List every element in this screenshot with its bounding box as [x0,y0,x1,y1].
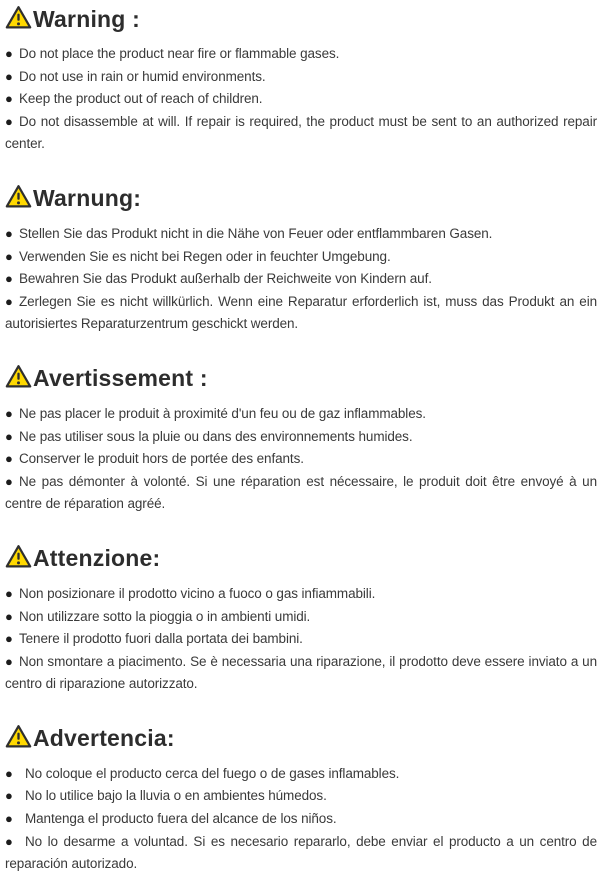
warning-triangle-icon [5,184,32,209]
bullet-icon: ● [5,833,13,849]
bullet-list [5,223,597,336]
bullet-list [5,583,597,696]
bullet-text: Verwenden Sie es nicht bei Regen oder in feuchter Umgebung. [19,248,391,264]
bullet-item [5,246,597,269]
bullet-item [5,88,597,111]
warning-triangle-icon [5,364,32,389]
bullet-item [5,223,597,246]
bullet-item [5,111,597,156]
bullet-icon: ● [5,788,13,804]
bullet-text: Non posizionare il prodotto vicino a fuoco o gas infiammabili. [19,585,376,601]
bullet-icon: ● [5,428,13,444]
bullet-icon: ● [5,405,13,421]
bullet-icon: ● [5,451,13,467]
warning-section-french [5,364,597,516]
warning-section-english [5,4,597,156]
bullet-icon: ● [5,113,13,129]
bullet-icon: ● [5,473,13,489]
bullet-item [5,628,597,651]
warning-triangle-icon [5,724,32,749]
bullet-text: Keep the product out of reach of children. [19,91,263,107]
bullet-text: Ne pas utiliser sous la pluie ou dans des environnements humides. [19,428,413,444]
bullet-text: Mantenga el producto fuera del alcance de los niños. [25,811,337,827]
bullet-text: Do not disassemble at will. If repair is required, the product must be sent to an authorized repair center. [5,113,597,152]
section-heading [5,4,597,34]
section-heading [5,544,597,574]
warning-triangle-icon [5,544,32,569]
bullet-text: Tenere il prodotto fuori dalla portata dei bambini. [19,631,303,647]
bullet-text: Non smontare a piacimento. Se è necessaria una riparazione, il prodotto deve essere inviato a un centro di riparazione autorizzato. [5,653,597,692]
bullet-item [5,43,597,66]
section-title: Avertissement : [33,365,208,392]
bullet-item [5,66,597,89]
bullet-text: Do not place the product near fire or flammable gases. [19,46,340,61]
bullet-text: Stellen Sie das Produkt nicht in die Nähe von Feuer oder entflammbaren Gasen. [19,225,493,241]
bullet-icon: ● [5,293,13,309]
bullet-icon: ● [5,653,13,669]
bullet-text: No coloque el producto cerca del fuego o de gases inflamables. [25,765,400,781]
bullet-item [5,426,597,449]
bullet-item [5,403,597,426]
bullet-icon: ● [5,91,13,107]
bullet-icon: ● [5,271,13,287]
section-heading [5,184,597,214]
bullet-item [5,471,597,516]
bullet-item [5,785,597,808]
section-title: Warning : [33,5,140,32]
warning-triangle-icon [5,5,32,30]
bullet-text: Non utilizzare sotto la pioggia o in ambienti umidi. [19,608,311,624]
bullet-item [5,651,597,696]
bullet-icon: ● [5,811,13,827]
bullet-item [5,268,597,291]
bullet-text: Ne pas placer le produit à proximité d'un feu ou de gaz inflammables. [19,405,426,421]
bullet-item [5,763,597,786]
section-heading [5,364,597,394]
bullet-icon: ● [5,68,13,84]
bullet-item [5,606,597,629]
bullet-list [5,43,597,156]
bullet-text: Ne pas démonter à volonté. Si une réparation est nécessaire, le produit doit être envoyé à un centre de réparation agréé. [5,473,597,512]
bullet-item [5,808,597,831]
bullet-text: Bewahren Sie das Produkt außerhalb der Reichweite von Kindern auf. [19,271,432,287]
section-title: Advertencia: [33,725,175,752]
bullet-icon: ● [5,46,13,61]
bullet-list [5,403,597,516]
bullet-text: Conserver le produit hors de portée des enfants. [19,451,304,467]
section-title: Warnung: [33,185,142,212]
bullet-text: Do not use in rain or humid environments. [19,68,266,84]
bullet-item [5,583,597,606]
section-title: Attenzione: [33,545,161,572]
warning-section-italian [5,544,597,696]
bullet-icon: ● [5,248,13,264]
bullet-item [5,831,597,876]
section-heading [5,724,597,754]
warning-section-spanish [5,724,597,876]
bullet-icon: ● [5,608,13,624]
bullet-item [5,291,597,336]
bullet-icon: ● [5,631,13,647]
bullet-text: No lo utilice bajo la lluvia o en ambientes húmedos. [25,788,327,804]
bullet-icon: ● [5,765,13,781]
warning-section-german [5,184,597,336]
bullet-item [5,448,597,471]
bullet-icon: ● [5,225,13,241]
bullet-text: Zerlegen Sie es nicht willkürlich. Wenn eine Reparatur erforderlich ist, muss das Produkt an ein autorisiertes Reparaturzentrum geschickt werden. [5,293,597,332]
bullet-text: No lo desarme a voluntad. Si es necesario repararlo, debe enviar el producto a un centro de reparación autorizado. [5,833,597,872]
bullet-icon: ● [5,585,13,601]
bullet-list [5,763,597,876]
